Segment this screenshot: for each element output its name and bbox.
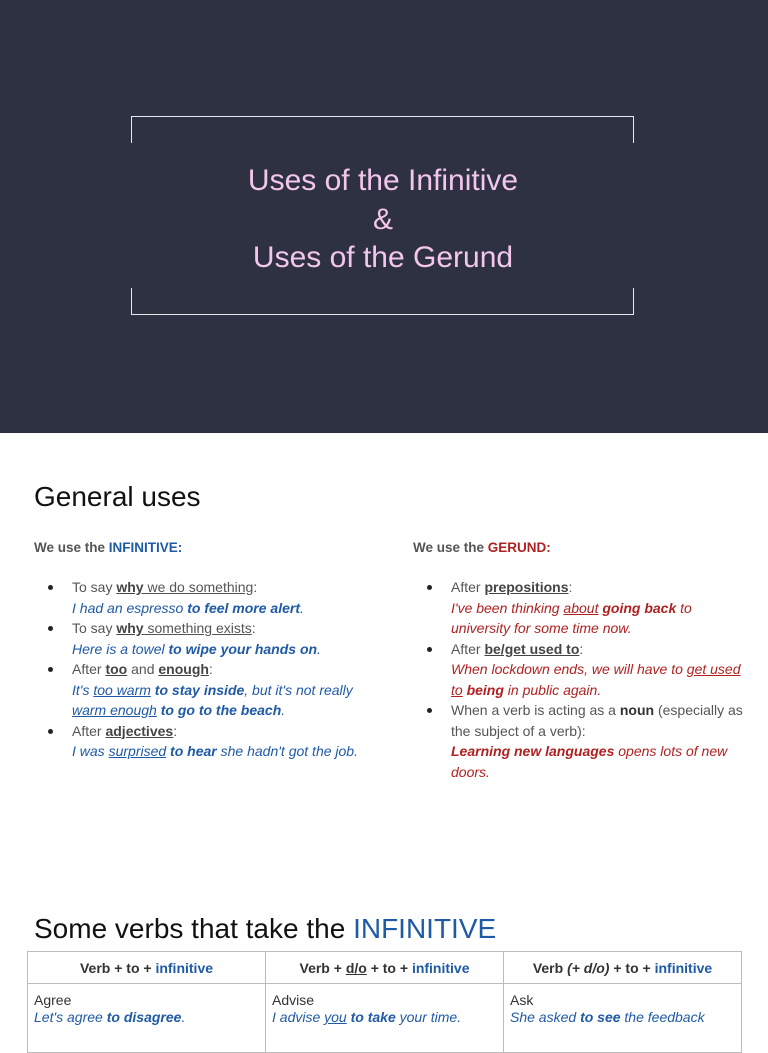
example-emphasis: Learning new languages: [451, 743, 615, 759]
example-text: in public again.: [503, 681, 602, 698]
example-emphasis: to disagree: [106, 1009, 182, 1025]
use-text: To say: [72, 620, 117, 636]
table-header: [504, 952, 742, 984]
header-keyword: infinitive: [155, 959, 214, 976]
table-cell: [266, 984, 504, 1053]
example: [272, 1009, 497, 1026]
example-underlined: warm enough: [72, 702, 157, 718]
header-keyword: infinitive: [411, 959, 470, 976]
use-text: :: [253, 579, 258, 595]
use-keyword: noun: [619, 702, 655, 718]
example-emphasis: to take: [346, 1009, 396, 1025]
example-text: , but it's not really: [244, 681, 353, 698]
list-item: [48, 721, 368, 762]
title-slide: [0, 0, 768, 433]
general-uses-heading: General uses: [34, 481, 201, 512]
use-text: and: [127, 661, 159, 677]
use-text: :: [208, 661, 213, 677]
table-header: [28, 952, 266, 984]
use-keyword: adjectives: [105, 722, 174, 739]
table-header-row: [28, 952, 742, 984]
example-text: I've been thinking: [451, 599, 564, 616]
example: [451, 598, 747, 639]
column-title-prefix: We use the: [34, 540, 109, 555]
example-text: I had an espresso: [72, 599, 188, 616]
example-text: opens lots of new doors.: [451, 743, 728, 780]
use-text: :: [173, 722, 178, 739]
use-text: (especially as the subject of a verb):: [451, 702, 743, 739]
content-slide: [0, 433, 768, 1024]
use-text: After: [72, 661, 106, 677]
example-text: She asked: [510, 1009, 581, 1025]
example-underlined: get used to: [451, 661, 741, 698]
example-text: to university for some time now.: [451, 599, 692, 636]
table-row: [28, 984, 742, 1053]
example-text: the feedback: [620, 1009, 705, 1025]
slide-title: [131, 162, 635, 278]
example-emphasis: going back: [598, 599, 677, 616]
example-text: your time.: [395, 1009, 462, 1025]
example: [34, 1009, 259, 1026]
title-line: Uses of the Infinitive: [247, 164, 519, 197]
example-emphasis: to stay inside: [150, 681, 245, 698]
example-text: .: [300, 599, 304, 616]
verb-table: [27, 951, 742, 1053]
example-text: I advise: [272, 1009, 325, 1025]
header-text: d/o: [345, 959, 367, 976]
column-title-prefix: We use the: [413, 540, 488, 555]
list-item: [427, 577, 747, 639]
example: [72, 598, 368, 619]
table-cell: [28, 984, 266, 1053]
example-underlined: surprised: [108, 743, 167, 759]
gerund-keyword: GERUND:: [487, 540, 551, 555]
title-frame-bottom: [131, 288, 634, 315]
header-text: + to +: [366, 959, 412, 976]
example-underlined: you: [324, 1009, 347, 1025]
header-text: Verb +: [299, 959, 346, 976]
example-underlined: too warm: [93, 681, 151, 698]
example-text: .: [317, 640, 321, 657]
infinitive-uses-list: [48, 577, 368, 762]
use-keyword: prepositions: [484, 579, 569, 595]
heading-prefix: Some verbs that take the: [34, 913, 354, 944]
list-item: [48, 577, 368, 618]
use-text: After: [451, 640, 485, 657]
header-text: Verb: [532, 959, 568, 976]
example: [72, 639, 368, 660]
title-frame-top: [131, 116, 634, 143]
use-keyword: enough: [158, 661, 209, 677]
example: [451, 659, 747, 700]
example-text: Here is a towel: [72, 640, 169, 657]
use-text: :: [568, 579, 573, 595]
example: [510, 1009, 735, 1026]
infinitive-keyword: INFINITIVE:: [108, 540, 183, 555]
use-keyword: why: [116, 620, 144, 636]
example-underlined: about: [563, 599, 599, 616]
example: [72, 680, 368, 721]
header-text: Verb + to +: [79, 959, 156, 976]
title-line: Uses of the Gerund: [252, 241, 514, 274]
example-text: Let's agree: [34, 1009, 107, 1025]
example-text: .: [181, 1009, 186, 1025]
title-line: &: [372, 202, 393, 236]
use-text: To say: [72, 579, 117, 595]
verb-name: Advise: [272, 992, 315, 1008]
use-keyword: be/get used to: [484, 640, 580, 657]
example: [72, 741, 368, 762]
use-text: :: [579, 640, 584, 657]
example: [451, 741, 747, 782]
gerund-column-title: [413, 540, 551, 555]
example-text: When lockdown ends, we will have to: [451, 661, 687, 677]
example-emphasis: being: [462, 681, 504, 698]
use-text: :: [251, 620, 256, 636]
list-item: [427, 639, 747, 701]
use-keyword: why: [116, 579, 144, 595]
example-emphasis: to feel more alert: [187, 599, 301, 616]
list-item: [427, 700, 747, 782]
example-emphasis: to hear: [166, 743, 217, 759]
infinitive-keyword: INFINITIVE: [353, 913, 497, 944]
use-keyword: too: [105, 661, 128, 677]
table-cell: [504, 984, 742, 1053]
header-keyword: infinitive: [654, 959, 713, 976]
use-text: After: [72, 722, 106, 739]
infinitive-verbs-heading: [34, 913, 496, 945]
example-emphasis: to wipe your hands on: [168, 640, 318, 657]
header-text: (+ d/o): [567, 959, 610, 976]
verb-name: Ask: [510, 992, 534, 1008]
use-text: we do something: [143, 579, 254, 595]
example-emphasis: to see: [580, 1009, 621, 1025]
example-text: .: [281, 702, 286, 718]
list-item: [48, 659, 368, 721]
use-text: something exists: [143, 620, 252, 636]
list-item: [48, 618, 368, 659]
use-text: After: [451, 579, 485, 595]
use-text: When a verb is acting as a: [451, 702, 620, 718]
gerund-uses-list: [427, 577, 747, 782]
header-text: + to +: [609, 959, 655, 976]
table-header: [266, 952, 504, 984]
infinitive-column-title: [34, 540, 182, 555]
example-text: she hadn't got the job.: [216, 743, 358, 759]
example-emphasis: to go to the beach: [156, 702, 282, 718]
verb-name: Agree: [34, 992, 72, 1008]
example-text: I was: [72, 743, 109, 759]
example-text: It's: [72, 681, 94, 698]
